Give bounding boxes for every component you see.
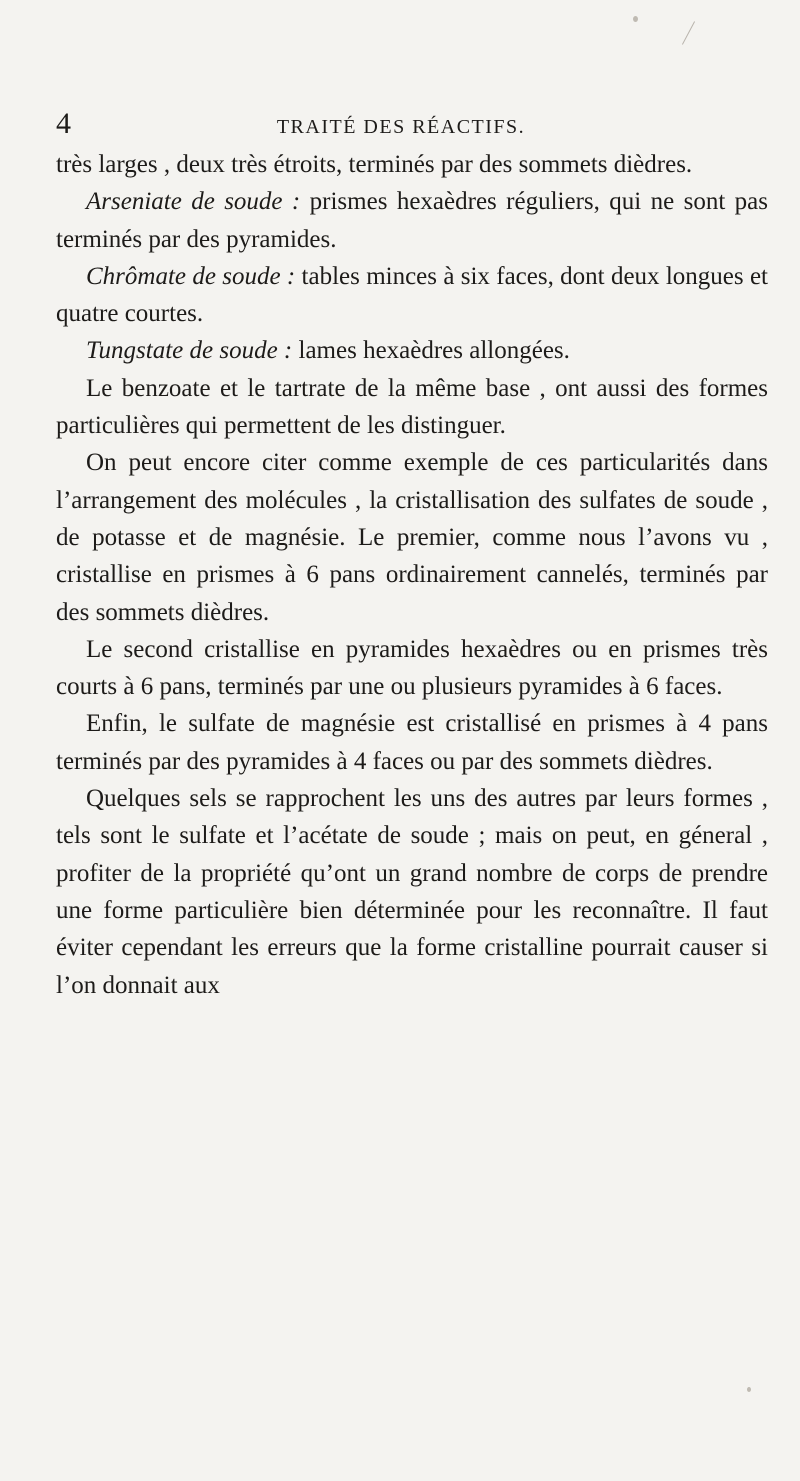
paragraph-text: Le second cristallise en pyramides hexaèdres ou en prismes très courts à 6 pans, terminés par une ou plusieurs pyramides à 6 faces. xyxy=(56,635,768,701)
paragraph xyxy=(56,444,768,630)
paragraph-text: Quelques sels se rapprochent les uns des autres par leurs formes , tels sont le sulfate et l’acétate de soude ; mais on peut, en géneral , profiter de la propriété qu’ont un grand nombre de corps de prendre une forme particulière bien déterminée pour les reconnaître. Il faut éviter cependant les erreurs que la forme cristalline pourrait causer si l’on donnait aux xyxy=(56,785,768,999)
paragraph xyxy=(56,146,768,183)
paragraph xyxy=(56,370,768,445)
paragraph-term: Chrômate de soude : xyxy=(86,262,296,290)
paragraph-term: Arseniate de soude : xyxy=(86,188,301,216)
paragraph-text: très larges , deux très étroits, terminés par des sommets dièdres. xyxy=(56,151,693,178)
paragraph-text: lames hexaèdres allongées. xyxy=(292,337,570,365)
paper-speck xyxy=(633,16,638,22)
paragraph xyxy=(56,258,768,333)
paragraph-text: Enfin, le sulfate de magnésie est cristallisé en prismes à 4 pans terminés par des pyramides à 4 faces ou par des sommets dièdres. xyxy=(56,710,768,775)
paragraph-text: Le benzoate et le tartrate de la même base , ont aussi des formes particulières qui permettent de les distinguer. xyxy=(56,374,768,440)
running-head xyxy=(56,106,746,146)
paragraph-term: Tungstate de soude : xyxy=(86,337,293,365)
paragraph xyxy=(56,332,768,369)
paper-speck xyxy=(747,1387,751,1392)
paragraph xyxy=(56,780,768,1004)
paragraph xyxy=(56,183,768,258)
paper-mark xyxy=(682,21,695,44)
paragraph xyxy=(56,705,768,780)
running-title: TRAITÉ DES RÉACTIFS. xyxy=(276,116,526,138)
paragraph xyxy=(56,631,768,706)
body-text xyxy=(56,146,768,1004)
paragraph-text: On peut encore citer comme exemple de ces particularités dans l’arrangement des molécules , la cristallisation des sulfates de soude , de potasse et de magnésie. Le premier, comme nous l’avons vu , cristallise en prismes à 6 pans ordinairement cannelés, terminés par des sommets dièdres. xyxy=(56,449,768,626)
paragraph-text: prismes hexaèdres réguliers, qui ne sont pas terminés par des pyramides. xyxy=(56,188,769,253)
page-number: 4 xyxy=(56,107,71,140)
paragraph-text: tables minces à six faces, dont deux longues et quatre courtes. xyxy=(56,262,768,328)
